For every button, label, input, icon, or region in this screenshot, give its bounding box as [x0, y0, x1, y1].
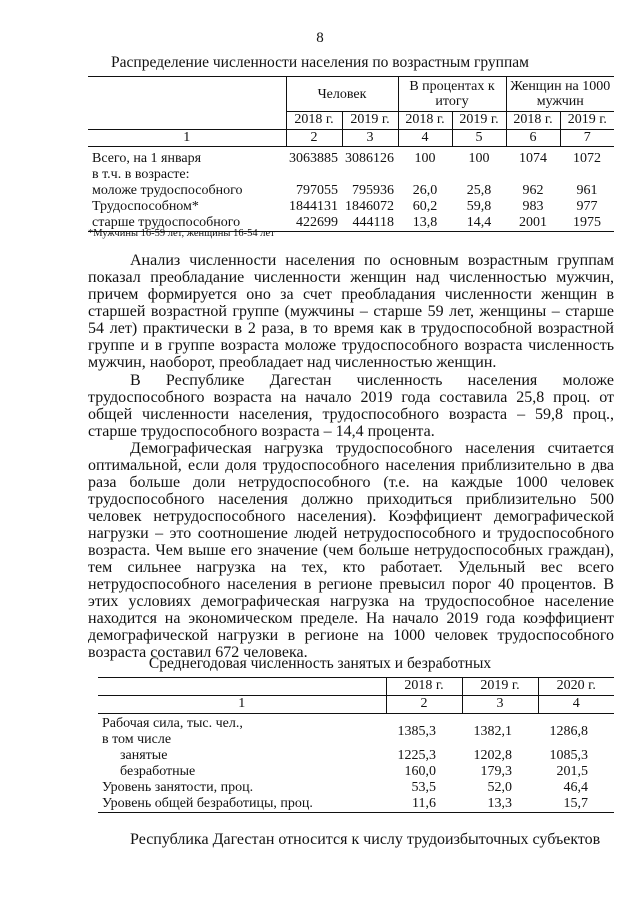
table1-header-blank: [88, 77, 286, 130]
cell-value: 60,2: [412, 199, 438, 214]
row-label: занятые: [120, 748, 168, 763]
table2-col-number: 1: [98, 696, 386, 714]
table-row: [88, 183, 614, 199]
cell-value: 160,0: [404, 764, 436, 779]
cell-value: 14,4: [452, 215, 506, 232]
cell-value: 11,6: [386, 796, 462, 813]
table-row: [98, 764, 614, 780]
cell-value: 422699: [286, 215, 342, 232]
cell-value: 100: [414, 151, 436, 166]
cell-value: 15,7: [538, 796, 614, 813]
table1-col-number: 3: [342, 130, 398, 147]
cell-value: 1074: [519, 151, 548, 166]
cell-value: 53,5: [411, 780, 436, 795]
table2-header-years: [98, 678, 614, 696]
table1-footnote: *Мужчины 16-59 лет, женщины 16-54 лет: [88, 228, 275, 239]
table-row: [98, 780, 614, 796]
table-row: [88, 147, 614, 168]
paragraph-labor-surplus: Республика Дагестан относится к числу трудоизбыточных субъектов: [130, 831, 601, 848]
cell-value: 25,8: [466, 183, 492, 198]
table2-year: 2018 г.: [386, 678, 462, 696]
table1-col-number: 5: [452, 130, 506, 147]
table-row: [98, 796, 614, 813]
cell-value: 962: [522, 183, 544, 198]
cell-value: 1085,3: [549, 748, 588, 763]
cell-value: 1385,3: [397, 724, 436, 739]
table1-col-number: 1: [88, 130, 286, 147]
table1-year: 2019 г.: [452, 112, 506, 130]
cell-value: 1975: [560, 215, 614, 232]
cell-value: 1072: [573, 151, 602, 166]
cell-value: 3086126: [345, 151, 394, 166]
table2-col-number: 3: [462, 696, 538, 714]
table1-year: 2019 г.: [342, 112, 398, 130]
table2-col-number: 2: [386, 696, 462, 714]
table2-title: Среднегодовая численность занятых и безработных: [148, 655, 492, 672]
table1-col-number: 6: [506, 130, 560, 147]
row-label: Уровень занятости, проц.: [102, 780, 254, 795]
cell-value: 59,8: [466, 199, 492, 214]
table1-group-percent: В процентах к итогу: [398, 77, 506, 112]
cell-value: 201,5: [556, 764, 588, 779]
cell-value: 52,0: [487, 780, 512, 795]
cell-value: 26,0: [412, 183, 438, 198]
table1-year: 2019 г.: [560, 112, 614, 130]
table2-header-blank: [98, 678, 386, 696]
table1-col-number: 4: [398, 130, 452, 147]
cell-value: 1202,8: [473, 748, 512, 763]
cell-value: 444118: [342, 215, 398, 232]
cell-value: 1844131: [289, 199, 338, 214]
table1-year: 2018 г.: [286, 112, 342, 130]
table2-col-number: 4: [538, 696, 614, 714]
cell-value: 1846072: [345, 199, 394, 214]
table1-col-number: 7: [560, 130, 614, 147]
cell-value: 179,3: [480, 764, 512, 779]
cell-value: 795936: [352, 183, 394, 198]
cell-value: 977: [576, 199, 598, 214]
cell-value: 797055: [296, 183, 338, 198]
row-label: безработные: [120, 764, 196, 779]
cell-value: 1382,1: [473, 724, 512, 739]
cell-value: 983: [522, 199, 544, 214]
paragraph-demographic-load: Демографическая нагрузка трудоспособного населения считается оптимальной, если доля трудоспособного населения приблизительно в два раза больше доли нетрудоспособного (т.е. на каждые 1000 человек трудоспособного населения должно приходиться приблизительно 500 человек нетрудоспособного населения). Коэффициент демографической нагрузки – это соотношение людей нетрудоспособного и трудоспособного возраста. Чем выше его значение (чем больше нетрудоспособных граждан), тем сильнее нагрузка на тех, кто работает. Удельный вес всего нетрудоспособного населения в регионе превысил порог 40 процентов. В этих условиях демографическая нагрузка на трудоспособное население находится на экономическом пределе. На начало 2019 года коэффициент демографической нагрузки в регионе на 1000 человек трудоспособного возраста составил 672 человека.: [88, 440, 614, 661]
cell-value: 3063885: [289, 151, 338, 166]
row-label-line: в том числе: [102, 732, 172, 747]
cell-value: 961: [576, 183, 598, 198]
table2-year: 2020 г.: [538, 678, 614, 696]
table-row: [98, 714, 614, 749]
table1-title: Распределение численности населения по возрастным группам: [111, 54, 529, 71]
page-number: 8: [316, 30, 324, 46]
cell-value: 1286,8: [549, 724, 588, 739]
row-label: старше трудоспособного: [88, 215, 286, 232]
table1-header-numbers: [88, 130, 614, 147]
table1-col-number: 2: [286, 130, 342, 147]
population-age-table: [88, 76, 614, 232]
cell-value: 2001: [506, 215, 560, 232]
table1-group-women: Женщин на 1000 мужчин: [506, 77, 614, 112]
table1-year: 2018 г.: [506, 112, 560, 130]
table-row: [98, 748, 614, 764]
table-row: [88, 167, 614, 183]
table2-year: 2019 г.: [462, 678, 538, 696]
cell-value: 13,8: [398, 215, 452, 232]
table-row: [88, 199, 614, 215]
cell-value: 46,4: [563, 780, 588, 795]
row-label: [98, 714, 386, 749]
row-label: Всего, на 1 января: [92, 151, 202, 166]
cell-value: 100: [468, 151, 490, 166]
table1-group-people: Человек: [286, 77, 398, 112]
row-label: моложе трудоспособного: [92, 183, 243, 198]
row-label-line: Рабочая сила, тыс. чел.,: [102, 716, 243, 731]
table2-header-numbers: [98, 696, 614, 714]
paragraph-age-analysis: Анализ численности населения по основным возрастным группам показал преобладание численности женщин над численностью мужчин, причем формируется оно за счет преобладания численности женщин в старшей возрастной группе (мужчины – старше 59 лет, женщины – старше 54 лет) практически в 2 раза, в то время как в трудоспособной возрастной группе и в группе возраста моложе трудоспособного возраста численность мужчин, наоборот, преобладает над численностью женщин.: [88, 252, 614, 371]
table1-year: 2018 г.: [398, 112, 452, 130]
cell-value: 13,3: [462, 796, 538, 813]
cell-value: 1225,3: [397, 748, 436, 763]
row-label: Трудоспособном*: [92, 199, 199, 214]
employment-table: [98, 677, 614, 813]
table1-header-groups: [88, 77, 614, 112]
paragraph-age-shares: В Республике Дагестан численность населения моложе трудоспособного возраста на начало 2019 года составила 25,8 проц. от общей численности населения, трудоспособного возраста – 59,8 проц., старше трудоспособного возраста – 14,4 процента.: [88, 372, 614, 440]
row-label: в т.ч. в возрасте:: [92, 167, 190, 182]
row-label: Уровень общей безработицы, проц.: [98, 796, 386, 813]
